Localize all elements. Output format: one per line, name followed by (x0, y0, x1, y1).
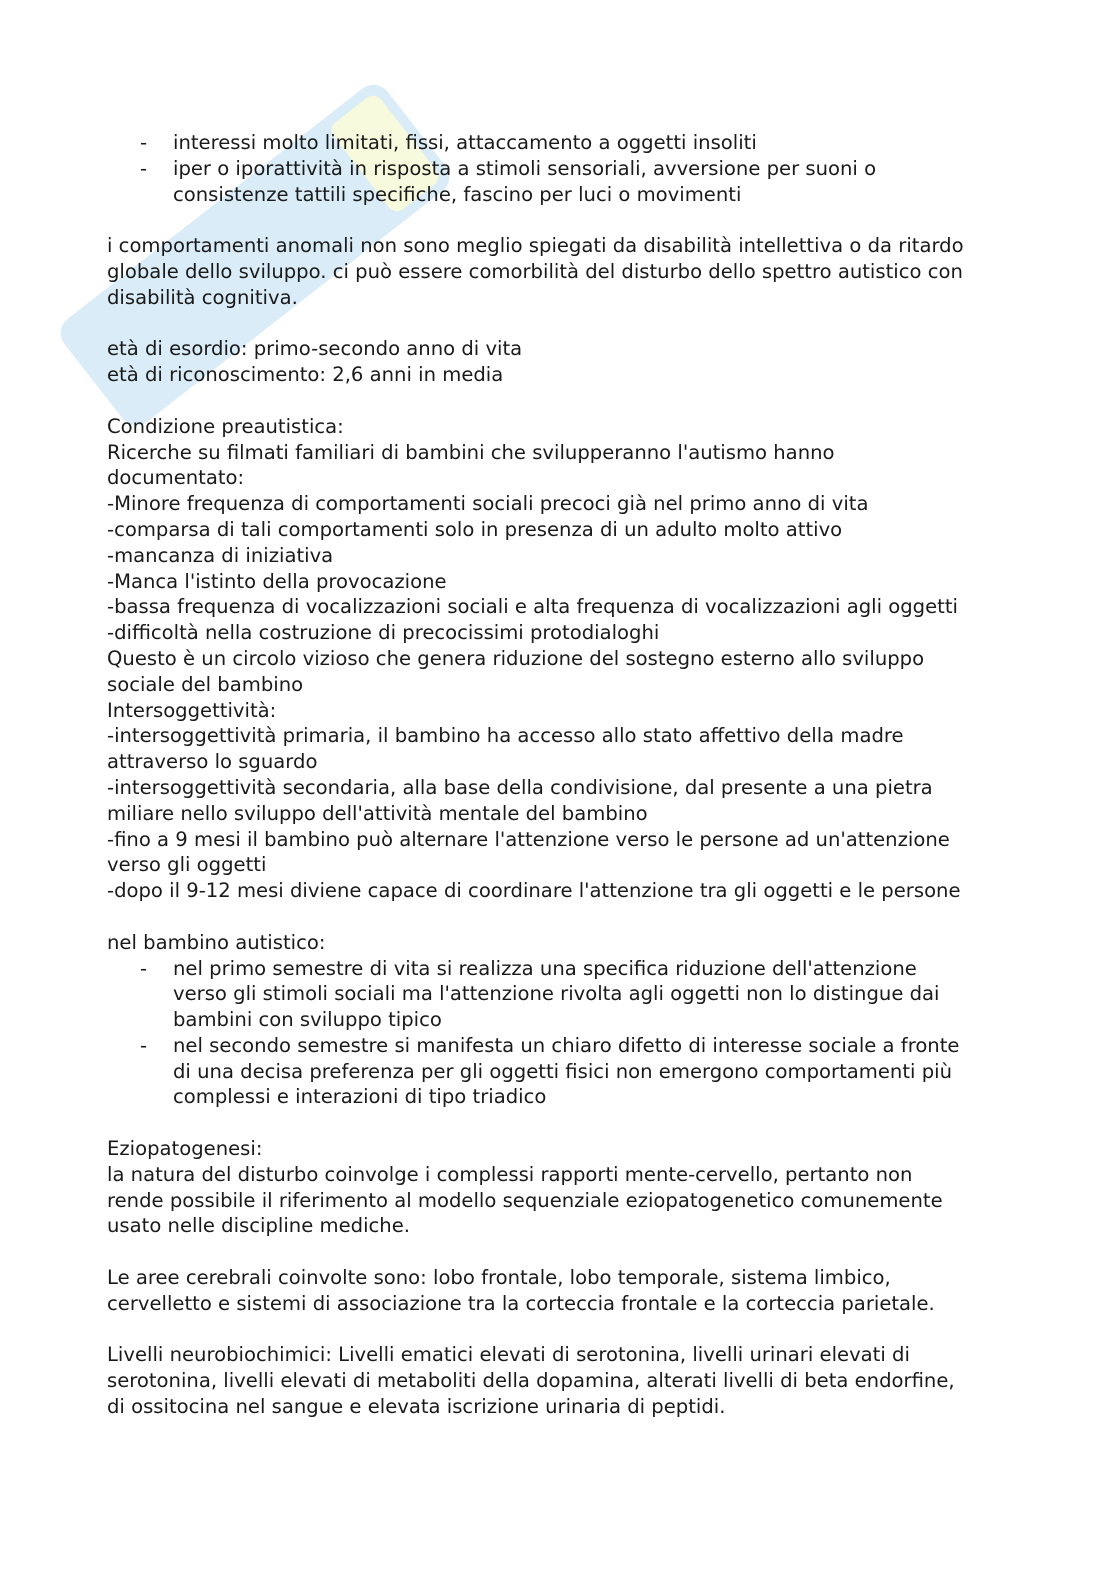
text-line: -dopo il 9-12 mesi diviene capace di coordinare l'attenzione tra gli oggetti e le persone (107, 879, 961, 903)
paragraph-gap (107, 1239, 1027, 1265)
text-line: consistenze tattili specifiche, fascino per luci o movimenti (173, 182, 742, 206)
text-line: documentato: (107, 466, 245, 490)
text-line: Livelli neurobiochimici: Livelli ematici elevati di serotonina, livelli urinari elevati di (107, 1343, 910, 1367)
text-line: attraverso lo sguardo (107, 750, 318, 774)
text-line: -fino a 9 mesi il bambino può alternare l'attenzione verso le persone ad un'attenzione (107, 827, 950, 851)
text-line: -mancanza di iniziativa (107, 543, 334, 567)
paragraph-gap (107, 388, 1027, 414)
paragraph-gap (107, 207, 1027, 233)
text-line: bambini con sviluppo tipico (173, 1008, 442, 1032)
paragraph (107, 414, 1027, 904)
paragraph (107, 233, 1027, 310)
text-line: -intersoggettività secondaria, alla base della condivisione, dal presente a una pietra (107, 775, 933, 799)
paragraph (107, 1265, 1027, 1317)
bullet-item (107, 156, 1027, 208)
text-line: di ossitocina nel sangue e elevata iscrizione urinaria di peptidi. (107, 1395, 726, 1419)
bullet-dash: - (140, 1033, 148, 1057)
text-line: disabilità cognitiva. (107, 285, 298, 309)
paragraph (107, 336, 1027, 388)
text-line: Eziopatogenesi: (107, 1137, 263, 1161)
text-line: i comportamenti anomali non sono meglio spiegati da disabilità intellettiva o da ritardo (107, 234, 964, 258)
text-line: interessi molto limitati, fissi, attaccamento a oggetti insoliti (173, 131, 757, 154)
text-line: di una decisa preferenza per gli oggetti fisici non emergono comportamenti più (173, 1059, 952, 1083)
bullet-dash: - (140, 131, 148, 154)
bullet-dash: - (140, 956, 148, 980)
bullet-item (107, 956, 1027, 1033)
paragraph-gap (107, 1317, 1027, 1343)
paragraph (107, 930, 1027, 956)
paragraph (107, 1136, 1027, 1239)
text-line: iper o iporattività in risposta a stimoli sensoriali, avversione per suoni o (173, 156, 877, 180)
text-line: Le aree cerebrali coinvolte sono: lobo frontale, lobo temporale, sistema limbico, (107, 1266, 891, 1290)
text-line: -intersoggettività primaria, il bambino ha accesso allo stato affettivo della madre (107, 724, 904, 748)
text-line: globale dello sviluppo. ci può essere comorbilità del disturbo dello spettro autistico con (107, 259, 963, 283)
text-line: cervelletto e sistemi di associazione tra la corteccia frontale e la corteccia parietale. (107, 1291, 935, 1315)
text-line: sociale del bambino (107, 672, 304, 696)
text-line: età di riconoscimento: 2,6 anni in media (107, 363, 504, 387)
paragraph-gap (107, 1110, 1027, 1136)
text-line: Ricerche su filmati familiari di bambini che svilupperanno l'autismo hanno (107, 440, 835, 464)
text-line: usato nelle discipline mediche. (107, 1214, 411, 1238)
text-line: verso gli stimoli sociali ma l'attenzione rivolta agli oggetti non lo distingue dai (173, 982, 940, 1006)
text-line: Intersoggettività: (107, 698, 277, 722)
document-body (107, 130, 1027, 1420)
text-line: nel bambino autistico: (107, 930, 326, 954)
bullet-dash: - (140, 156, 148, 180)
bullet-item (107, 1033, 1027, 1110)
text-line: nel secondo semestre si manifesta un chiaro difetto di interesse sociale a fronte (173, 1033, 960, 1057)
text-line: miliare nello sviluppo dell'attività mentale del bambino (107, 801, 648, 825)
text-line: serotonina, livelli elevati di metaboliti della dopamina, alterati livelli di beta endorfine, (107, 1369, 955, 1393)
paragraph (107, 1342, 1027, 1419)
text-line: -Minore frequenza di comportamenti sociali precoci già nel primo anno di vita (107, 492, 869, 516)
text-line: -comparsa di tali comportamenti solo in presenza di un adulto molto attivo (107, 517, 843, 541)
text-line: Condizione preautistica: (107, 414, 344, 438)
text-line: verso gli oggetti (107, 853, 267, 877)
text-line: -difficoltà nella costruzione di precocissimi protodialoghi (107, 621, 660, 645)
text-line: la natura del disturbo coinvolge i complessi rapporti mente-cervello, pertanto non (107, 1162, 913, 1186)
text-line: complessi e interazioni di tipo triadico (173, 1085, 547, 1109)
paragraph-gap (107, 311, 1027, 337)
text-line: rende possibile il riferimento al modello sequenziale eziopatogenetico comunemente (107, 1188, 943, 1212)
text-line: -Manca l'istinto della provocazione (107, 569, 447, 593)
text-line: nel primo semestre di vita si realizza una specifica riduzione dell'attenzione (173, 956, 917, 980)
text-line: -bassa frequenza di vocalizzazioni sociali e alta frequenza di vocalizzazioni agli oggetti (107, 595, 958, 619)
text-line: età di esordio: primo-secondo anno di vita (107, 337, 523, 361)
text-line: Questo è un circolo vizioso che genera riduzione del sostegno esterno allo sviluppo (107, 646, 925, 670)
paragraph-gap (107, 904, 1027, 930)
bullet-item (107, 130, 1027, 156)
